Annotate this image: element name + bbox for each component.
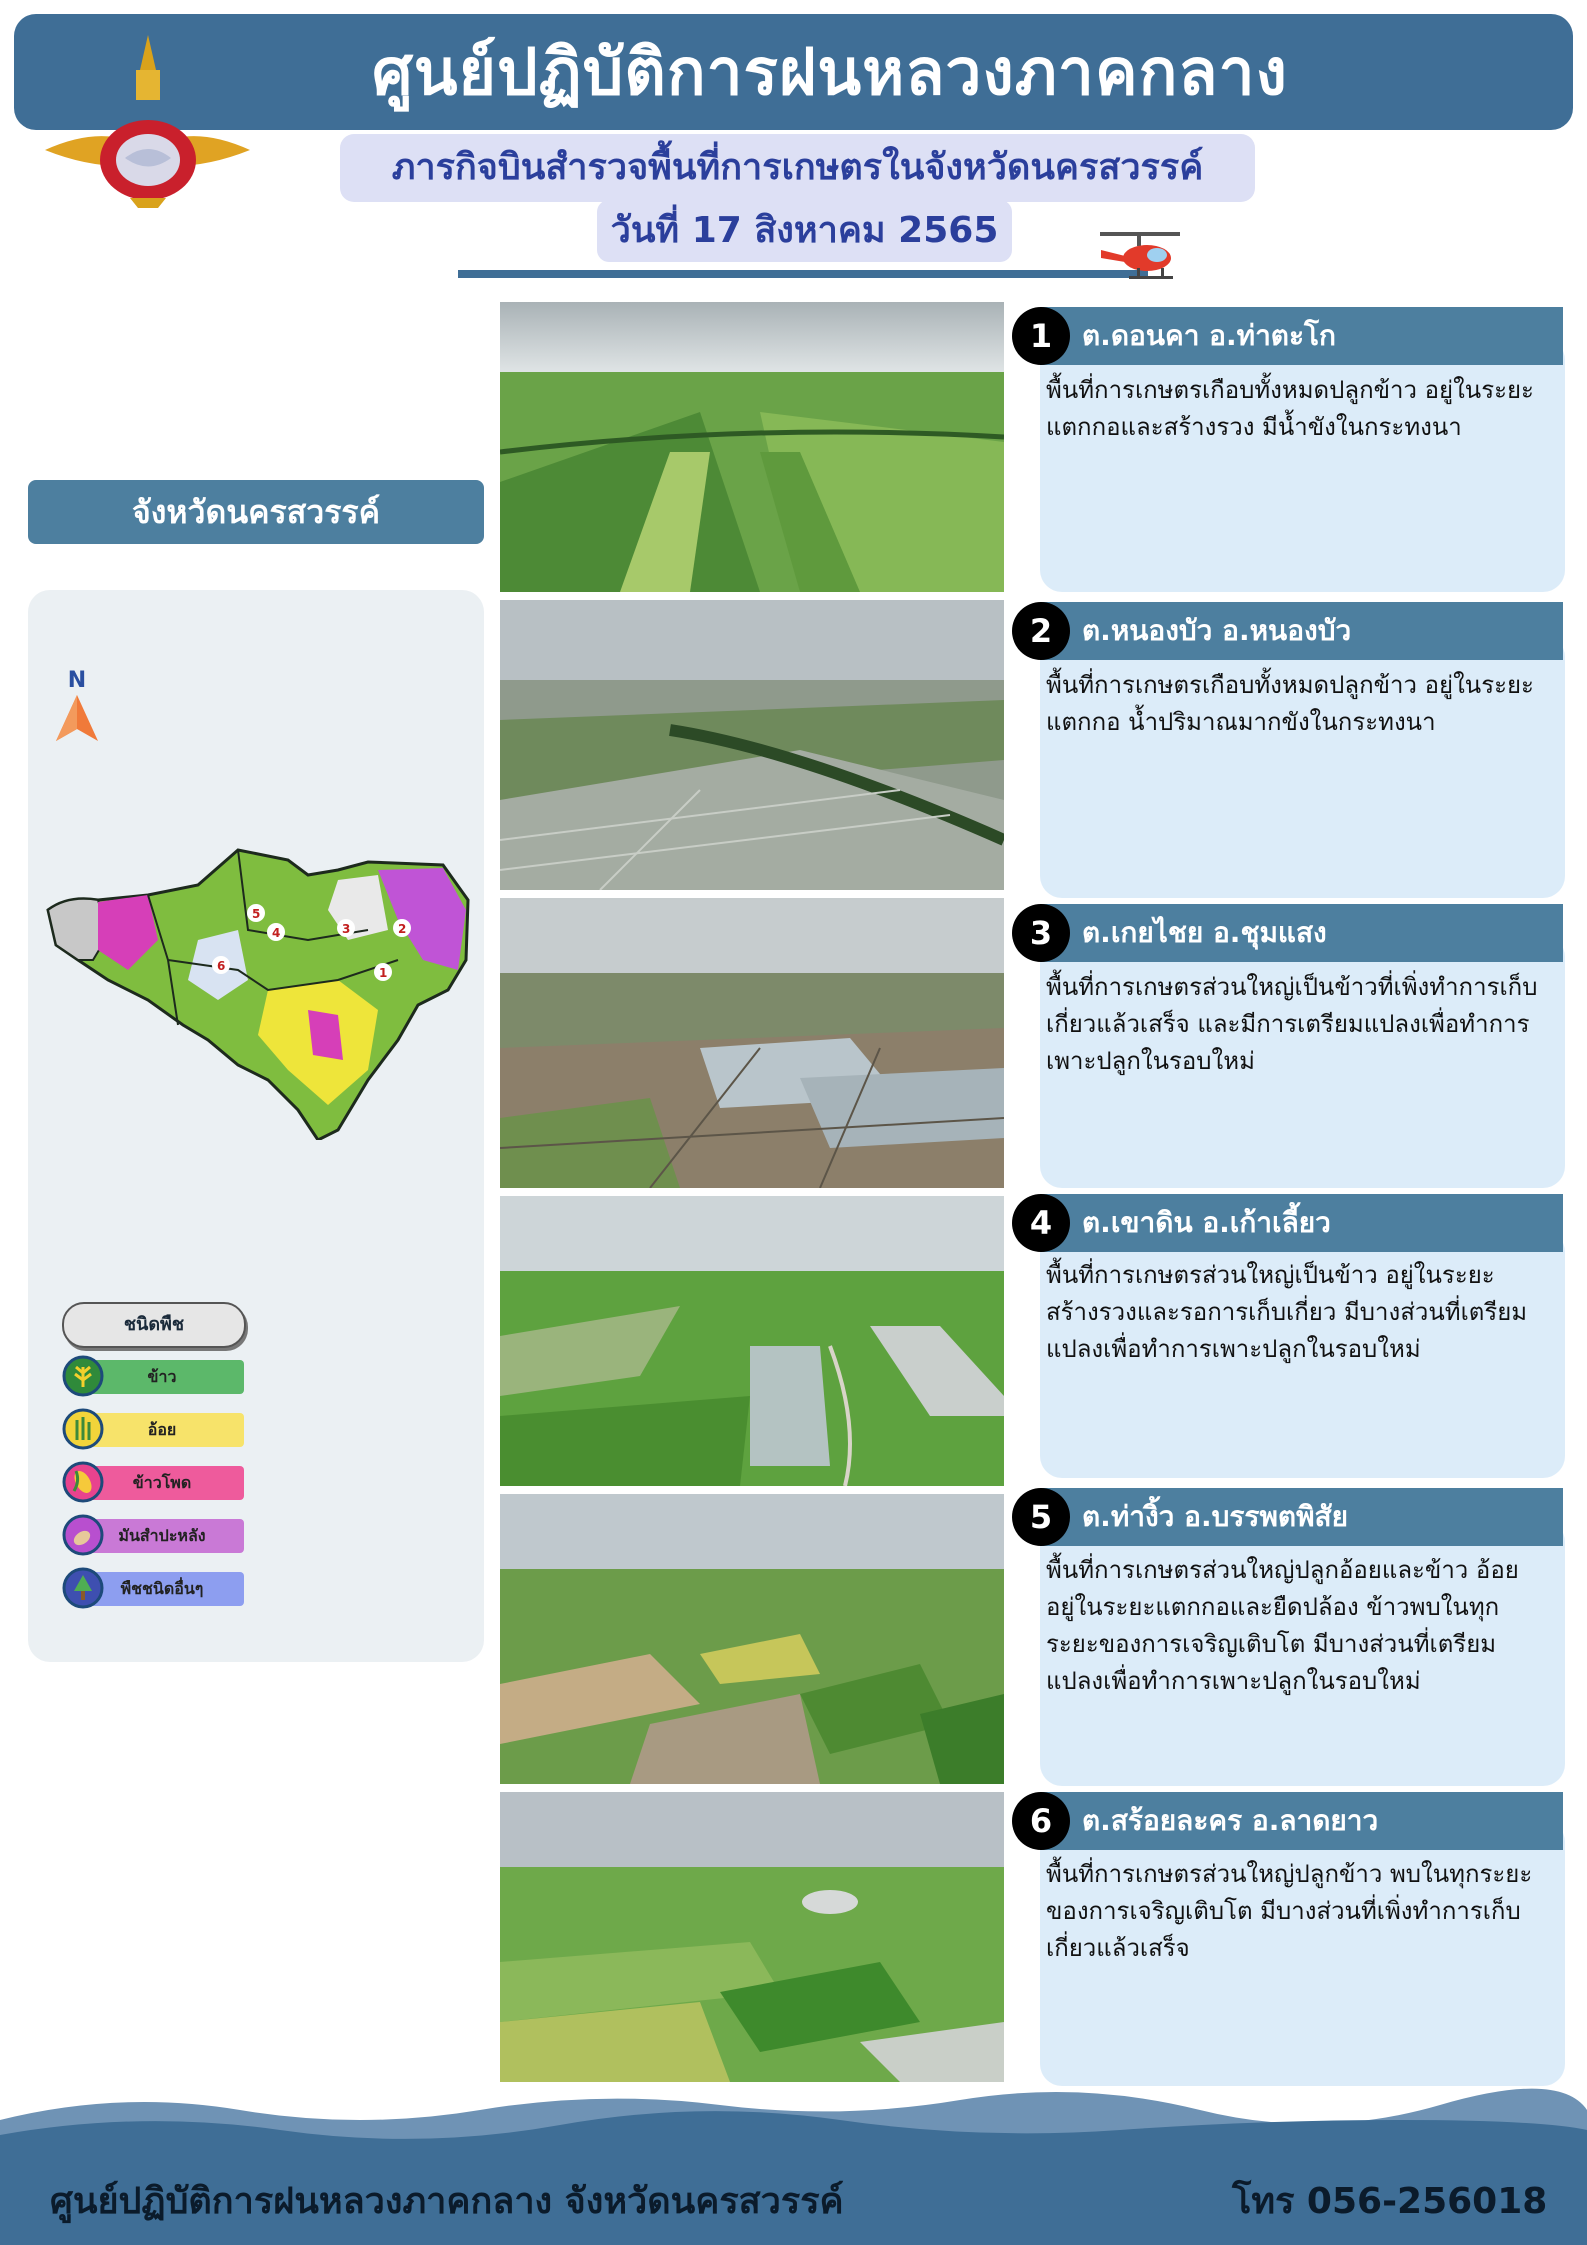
site-number-badge: 3 <box>1012 904 1070 962</box>
mission-subtitle: ภารกิจบินสำรวจพื้นที่การเกษตรในจังหวัดนครสวรรค์ <box>340 134 1255 202</box>
footer-phone[interactable]: โทร 056-256018 <box>1232 2181 1548 2222</box>
corn-icon <box>62 1461 104 1503</box>
site-description: พื้นที่การเกษตรส่วนใหญ่ปลูกข้าว พบในทุกระยะ ของการเจริญเติบโต มีบางส่วนที่เพิ่งทำการเก็บ เกี่ยวแล้วเสร็จ <box>1046 1860 1533 1962</box>
site-number-badge: 4 <box>1012 1194 1070 1252</box>
footer-organization: ศูนย์ปฏิบัติการฝนหลวงภาคกลาง จังหวัดนครสวรรค์ <box>50 2181 844 2222</box>
north-arrow <box>54 668 100 748</box>
map-marker-4: 4 <box>272 926 281 940</box>
site-description: พื้นที่การเกษตรเกือบทั้งหมดปลูกข้าว อยู่ในระยะ แตกกอ น้ำปริมาณมากขังในกระทงนา <box>1046 671 1534 736</box>
legend-label: ข้าวโพด <box>80 1466 244 1500</box>
page-title: ศูนย์ปฏิบัติการฝนหลวงภาคกลาง <box>372 36 1288 110</box>
site-title: ต.เกยไชย อ.ชุมแสง <box>1040 904 1563 962</box>
site-number-badge: 1 <box>1012 307 1070 365</box>
site-title: ต.เขาดิน อ.เก้าเลี้ยว <box>1040 1194 1563 1252</box>
north-arrow-icon <box>54 693 100 743</box>
helicopter-icon <box>1095 228 1185 290</box>
header-divider <box>458 270 1148 278</box>
site-title: ต.สร้อยละคร อ.ลาดยาว <box>1040 1792 1563 1850</box>
site-description: พื้นที่การเกษตรส่วนใหญ่ปลูกอ้อยและข้าว อ้อย อยู่ในระยะแตกกอและยืดปล้อง ข้าวพบในทุก ระยะของการเจริญเติบโต มีบางส่วนที่เตรียม แปลงเพื่อทำการเพาะปลูกในรอบใหม่ <box>1046 1556 1519 1695</box>
legend-label: พืชชนิดอื่นๆ <box>80 1572 244 1606</box>
aerial-photo-1 <box>500 302 1004 592</box>
site-number-badge: 2 <box>1012 602 1070 660</box>
aerial-photo-image <box>500 600 1004 890</box>
map-marker-2: 2 <box>398 922 407 936</box>
province-map <box>38 840 478 1140</box>
legend-item-rice <box>62 1358 244 1394</box>
site-number-badge: 5 <box>1012 1488 1070 1546</box>
legend-label: อ้อย <box>80 1413 244 1447</box>
province-label: จังหวัดนครสวรรค์ <box>28 480 484 544</box>
tree-icon <box>62 1567 104 1609</box>
site-description: พื้นที่การเกษตรเกือบทั้งหมดปลูกข้าว อยู่ในระยะ แตกกอและสร้างรวง มีน้ำขังในกระทงนา <box>1046 376 1534 441</box>
aerial-photo-5 <box>500 1494 1004 1784</box>
site-title: ต.หนองบัว อ.หนองบัว <box>1040 602 1563 660</box>
mission-date: วันที่ 17 สิงหาคม 2565 <box>597 200 1012 262</box>
site-title: ต.ท่างิ้ว อ.บรรพตพิสัย <box>1040 1488 1563 1546</box>
legend-item-other-crops <box>62 1570 244 1606</box>
site-description: พื้นที่การเกษตรส่วนใหญ่เป็นข้าว อยู่ในระยะ สร้างรวงและรอการเก็บเกี่ยว มีบางส่วนที่เตรียม แปลงเพื่อทำการเพาะปลูกในรอบใหม่ <box>1046 1261 1528 1363</box>
legend-title: ชนิดพืช <box>62 1302 246 1348</box>
sugarcane-icon <box>62 1408 104 1450</box>
site-description: พื้นที่การเกษตรส่วนใหญ่เป็นข้าวที่เพิ่งทำการเก็บ เกี่ยวแล้วเสร็จ และมีการเตรียมแปลงเพื่อทำการ เพาะปลูกในรอบใหม่ <box>1046 973 1538 1075</box>
aerial-photo-image <box>500 1196 1004 1486</box>
site-number-badge: 6 <box>1012 1792 1070 1850</box>
aerial-photo-image <box>500 1494 1004 1784</box>
aerial-photo-image <box>500 302 1004 592</box>
legend-item-cassava <box>62 1517 244 1553</box>
aerial-photo-6 <box>500 1792 1004 2082</box>
site-title: ต.ดอนคา อ.ท่าตะโก <box>1040 307 1563 365</box>
aerial-photo-3 <box>500 898 1004 1188</box>
cassava-icon <box>62 1514 104 1556</box>
aerial-photo-image <box>500 898 1004 1188</box>
legend-item-sugarcane <box>62 1411 244 1447</box>
legend-label: ข้าว <box>80 1360 244 1394</box>
rice-icon <box>62 1355 104 1397</box>
royal-emblem-logo <box>40 30 255 210</box>
map-marker-5: 5 <box>252 907 261 921</box>
map-marker-3: 3 <box>342 922 351 936</box>
aerial-photo-2 <box>500 600 1004 890</box>
aerial-photo-4 <box>500 1196 1004 1486</box>
legend-item-corn <box>62 1464 244 1500</box>
legend-label: มันสำปะหลัง <box>80 1519 244 1553</box>
aerial-photo-image <box>500 1792 1004 2082</box>
map-marker-1: 1 <box>379 966 388 980</box>
map-marker-6: 6 <box>217 959 226 973</box>
north-label: N <box>67 668 87 693</box>
